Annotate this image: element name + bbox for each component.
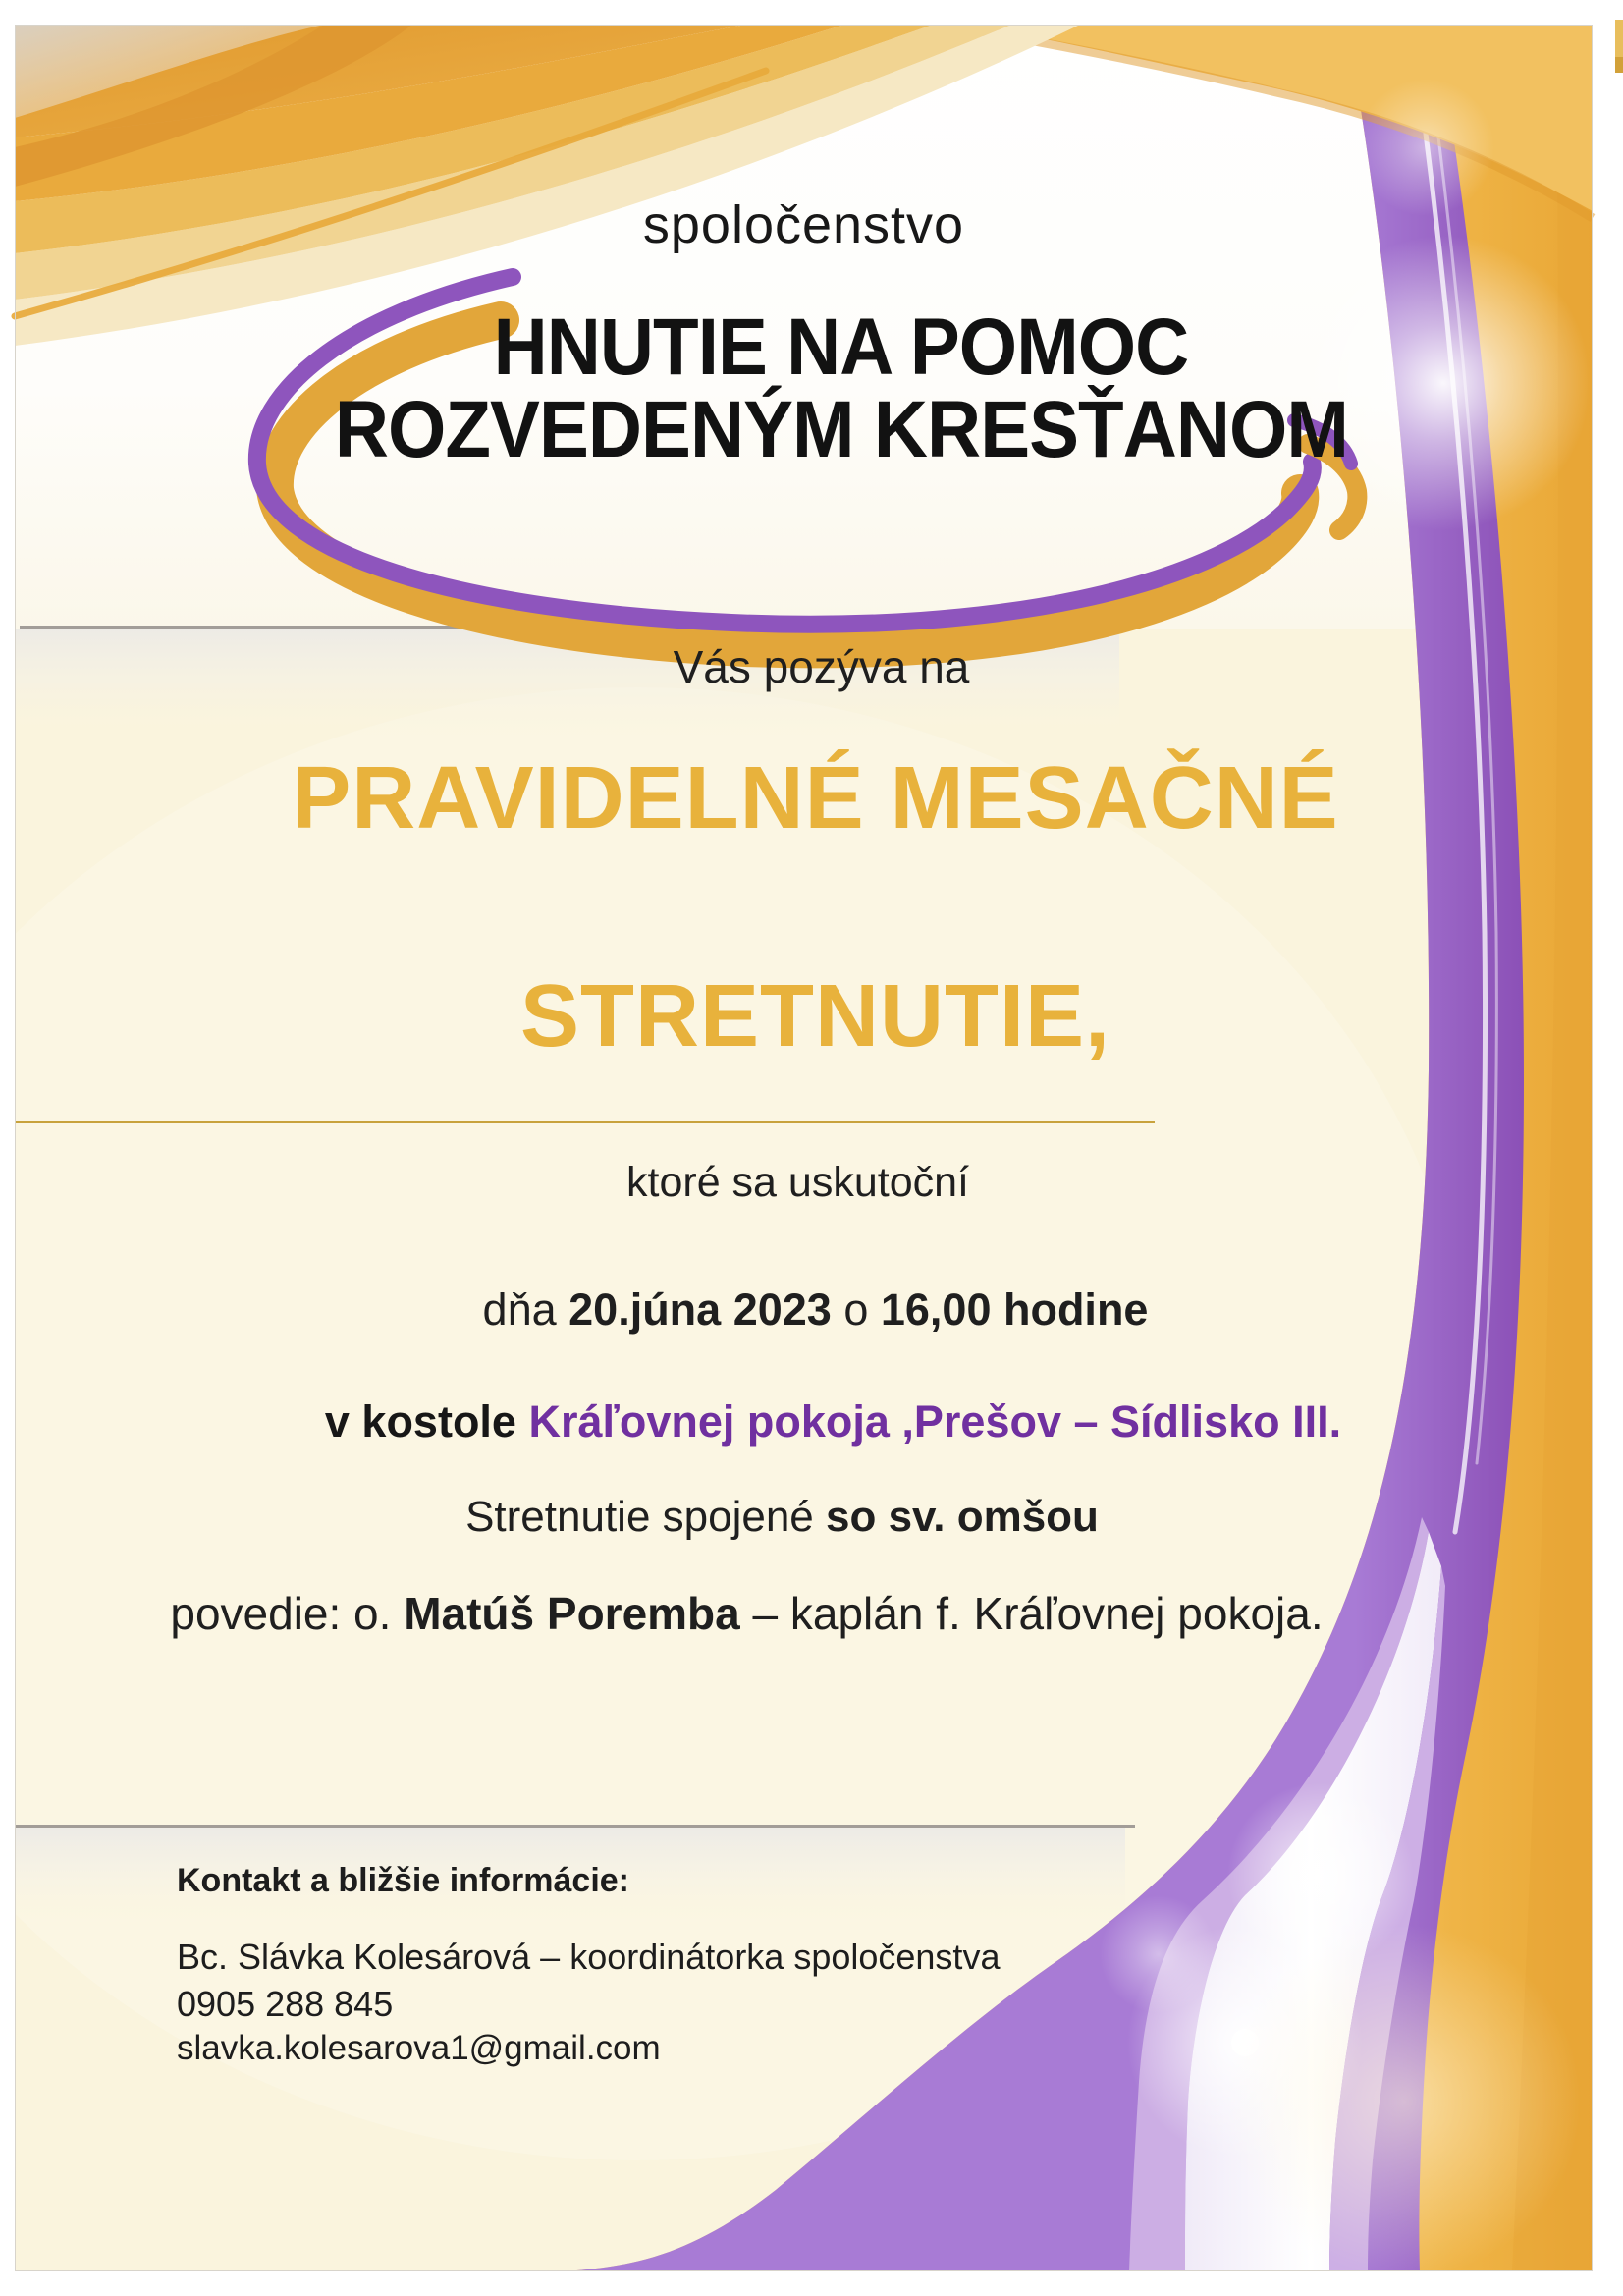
mass-prefix: Stretnutie spojené — [465, 1493, 826, 1541]
time-value: 16,00 hodine — [880, 1285, 1149, 1335]
place-prefix: v kostole — [324, 1396, 529, 1447]
place-line — [15, 1396, 1593, 1448]
contact-heading: Kontakt a bližšie informácie: — [177, 1862, 629, 1899]
community-label-text: spoločenstvo — [642, 195, 965, 254]
date-prefix: dňa — [482, 1285, 569, 1335]
contact-person: Bc. Slávka Kolesárová – koordinátorka spoločenstva — [177, 1937, 1001, 1977]
org-name-line1: HNUTIE NA POMOC — [493, 302, 1189, 392]
occurs-line-text: ktoré sa uskutoční — [626, 1159, 969, 1206]
main-title-line2-text: STRETNUTIE, — [519, 967, 1110, 1066]
corner-gold-sliver — [1615, 20, 1623, 73]
leader-suffix: – kaplán f. Kráľovnej pokoja. — [739, 1588, 1324, 1639]
contact-phone: 0905 288 845 — [177, 1984, 394, 2024]
divider-gold — [16, 1121, 1155, 1123]
org-name-line2: ROZVEDENÝM KRESŤANOM — [334, 385, 1348, 474]
divider-bottom — [16, 1825, 1135, 1828]
date-line — [15, 1285, 1593, 1336]
main-title-line1 — [15, 748, 1593, 849]
community-label — [15, 194, 1593, 255]
organization-name — [15, 302, 1593, 474]
leader-name: Matúš Poremba — [404, 1588, 740, 1639]
invite-line — [15, 640, 1593, 693]
mass-strong: so sv. omšou — [826, 1493, 1099, 1541]
main-title-line2 — [15, 966, 1593, 1067]
date-connector: o — [831, 1285, 881, 1335]
leader-line — [15, 1587, 1593, 1640]
contact-email: slavka.kolesarova1@gmail.com — [177, 2029, 661, 2067]
occurs-line — [15, 1159, 1593, 1207]
main-title-line1-text: PRAVIDELNÉ MESAČNÉ — [292, 749, 1339, 847]
invite-line-text: Vás pozýva na — [673, 641, 970, 692]
mass-line — [15, 1493, 1593, 1542]
leader-prefix: povedie: o. — [170, 1588, 405, 1639]
date-value: 20.júna 2023 — [568, 1285, 832, 1335]
place-name: Kráľovnej pokoja ,Prešov – Sídlisko III. — [528, 1396, 1342, 1447]
